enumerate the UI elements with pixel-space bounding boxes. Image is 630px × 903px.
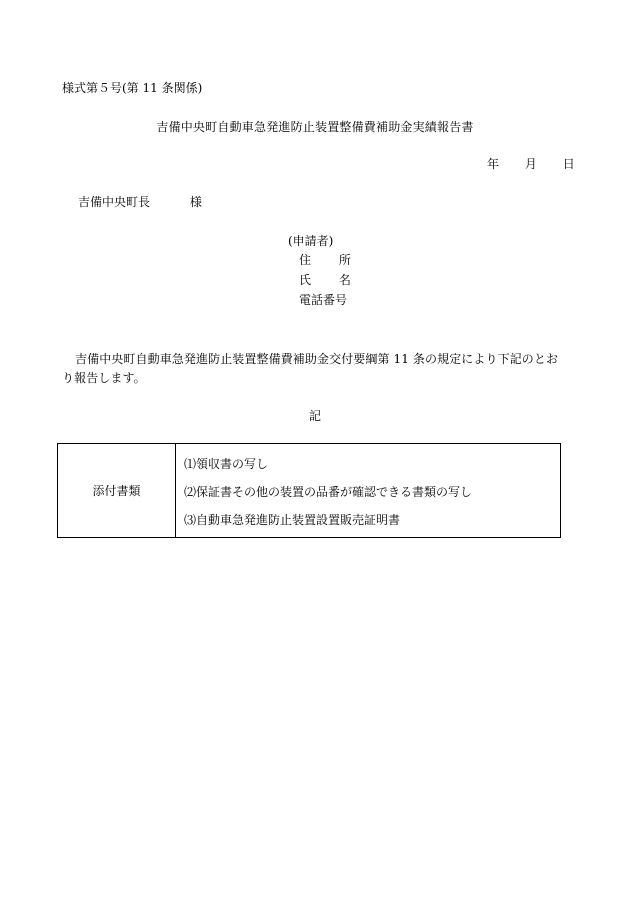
attachment-item: ⑵保証書その他の装置の品番が確認できる書類の写し <box>184 485 473 499</box>
addressee <box>78 195 202 209</box>
applicant-phone-label: 電話番号 <box>299 293 348 307</box>
body-text: 吉備中央町自動車急発進防止装置整備費補助金交付要綱第 11 条の規定により下記のとおり報告します。 <box>62 352 559 385</box>
form-number: 様式第５号(第 11 条関係) <box>62 81 203 95</box>
name-label-first: 氏 <box>299 273 312 287</box>
ki-heading: 記 <box>308 409 321 423</box>
date-day-label: 日 <box>562 157 575 171</box>
attachment-item: ⑴領収書の写し <box>184 457 269 471</box>
attachments-table <box>57 443 561 538</box>
date-month-label: 月 <box>524 157 537 171</box>
date-year-label: 年 <box>487 157 500 171</box>
attachment-item: ⑶自動車急発進防止装置設置販売証明書 <box>184 513 401 527</box>
applicant-address-label <box>299 253 351 267</box>
attachments-header-label: 添付書類 <box>92 484 141 498</box>
attachments-list <box>176 444 560 537</box>
applicant-name-label <box>299 273 351 287</box>
addressee-honorific: 様 <box>189 195 202 209</box>
name-label-second: 名 <box>338 273 351 287</box>
document-title: 吉備中央町自動車急発進防止装置整備費補助金実績報告書 <box>156 120 474 134</box>
addressee-name: 吉備中央町長 <box>78 195 151 209</box>
address-label-first: 住 <box>299 253 312 267</box>
applicant-heading: (申請者) <box>288 234 334 248</box>
attachments-header <box>58 444 176 537</box>
date-line <box>487 157 575 171</box>
address-label-second: 所 <box>338 253 351 267</box>
